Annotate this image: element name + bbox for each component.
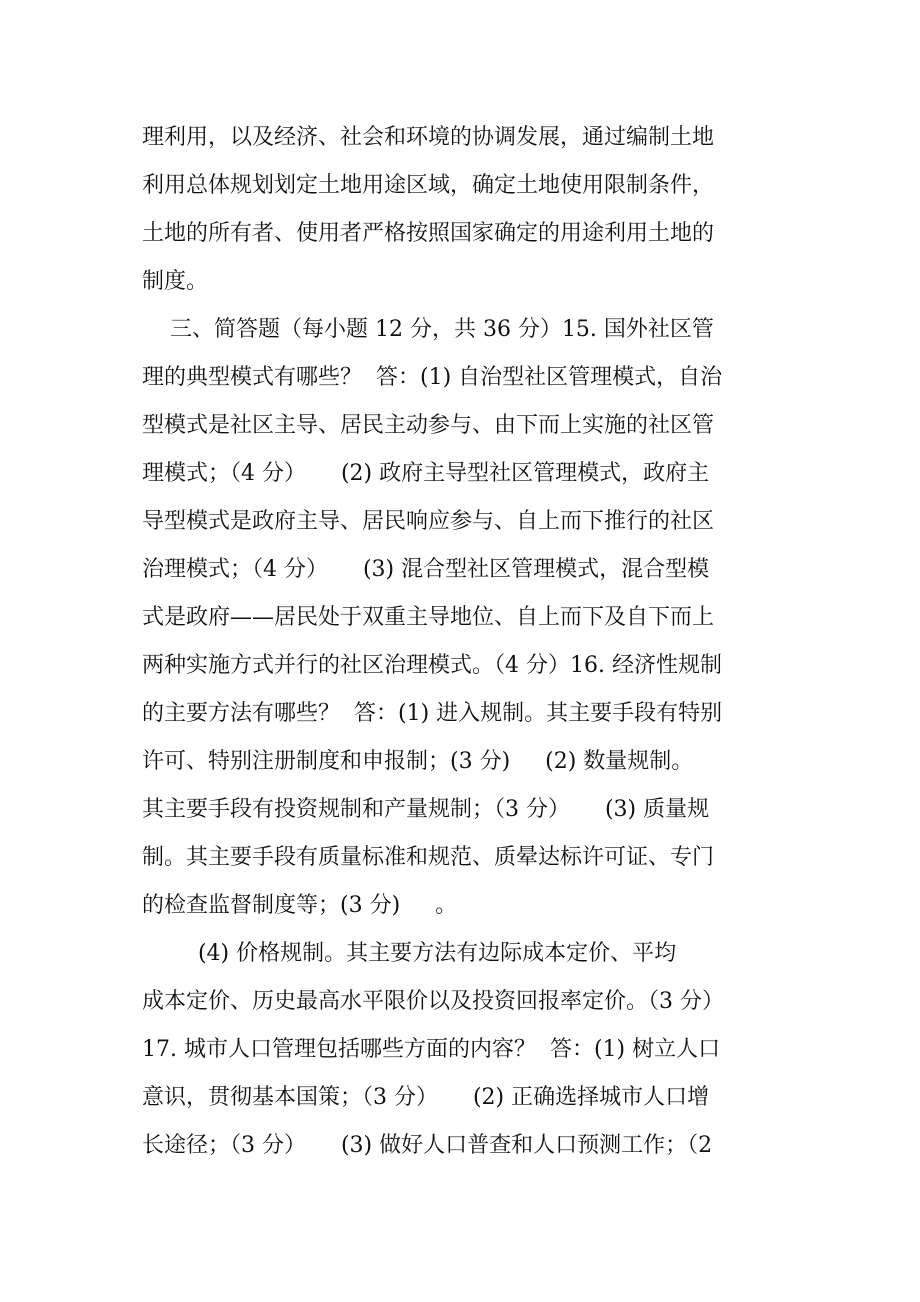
text-line: 两种实施方式并行的社区治理模式。（4 分）16. 经济性规制 <box>142 653 722 678</box>
text-line: 利用总体规划划定土地用途区域，确定土地使用限制条件， <box>142 173 715 198</box>
text-line: 其主要手段有投资规制和产量规制；（3 分） (3) 质量规 <box>142 797 710 822</box>
text-line: 理模式；（4 分） (2) 政府主导型社区管理模式，政府主 <box>142 461 710 486</box>
text-line: 土地的所有者、使用者严格按照国家确定的用途利用土地的 <box>142 221 715 246</box>
text-line: 制度。 <box>142 269 209 294</box>
text-line: 许可、特别注册制度和申报制；(3 分) (2) 数量规制。 <box>142 749 694 774</box>
text-line: 治理模式；（4 分） (3) 混合型社区管理模式，混合型模 <box>142 557 710 582</box>
text-line: 制。其主要手段有质量标准和规范、质晕达标许可证、专门 <box>142 845 715 870</box>
text-line: 理的典型模式有哪些？ 答：(1) 自治型社区管理模式，自治 <box>142 365 723 390</box>
section-heading-line: 三、简答题（每小题 12 分，共 36 分）15. 国外社区管 <box>142 317 714 342</box>
text-line: 的检查监督制度等；(3 分) 。 <box>142 893 458 918</box>
text-line: 意识，贯彻基本国策；（3 分） (2) 正确选择城市人口增 <box>142 1085 710 1110</box>
text-line: 导型模式是政府主导、居民响应参与、自上而下推行的社区 <box>142 509 715 534</box>
text-line: 型模式是社区主导、居民主动参与、由下而上实施的社区管 <box>142 413 715 438</box>
text-line: 长途径；（3 分） (3) 做好人口普查和人口预测工作；（2 <box>142 1133 713 1158</box>
text-line: (4) 价格规制。其主要方法有边际成本定价、平均 <box>142 941 677 966</box>
text-line: 的主要方法有哪些？ 答：(1) 进入规制。其主要手段有特别 <box>142 701 723 726</box>
text-line: 理利用，以及经济、社会和环境的协调发展，通过编制土地 <box>142 125 715 150</box>
text-line: 式是政府——居民处于双重主导地位、自上而下及自下而上 <box>142 605 715 630</box>
text-line: 成本定价、历史最高水平限价以及投资回报率定价。（3 分） <box>142 989 724 1014</box>
text-line: 17. 城市人口管理包括哪些方面的内容？ 答：(1) 树立人口 <box>142 1037 721 1062</box>
